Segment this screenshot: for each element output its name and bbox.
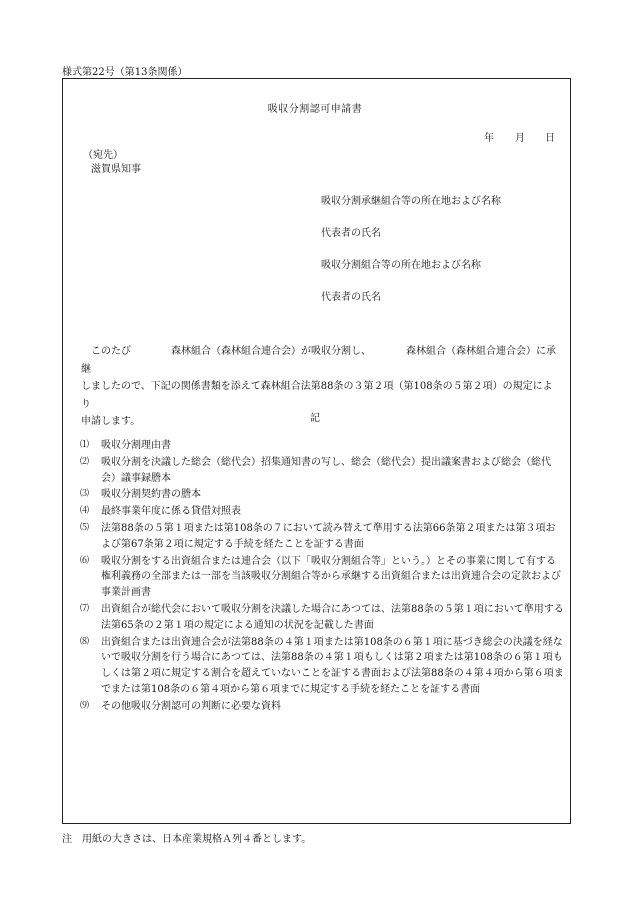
item-number: ⑷ xyxy=(80,506,90,517)
body-line-2: しましたので、下記の関係書類を添えて森林組合法第88条の３第２項（第108条の５第２項）の規定により xyxy=(81,381,553,410)
attachments-list xyxy=(80,438,565,716)
item-number: ⑼ xyxy=(80,700,90,711)
item-text: 吸収分割契約書の謄本 xyxy=(101,489,201,501)
list-item xyxy=(80,504,565,520)
addressee-label: （宛先） xyxy=(83,150,123,161)
list-item xyxy=(80,521,565,553)
item-number: ⑺ xyxy=(80,603,90,614)
list-item xyxy=(80,487,565,503)
successor-address-label: 吸収分割承継組合等の所在地および名称 xyxy=(321,196,501,207)
list-item xyxy=(80,602,565,634)
splitting-address-label: 吸収分割組合等の所在地および名称 xyxy=(321,260,481,271)
item-text: 吸収分割を決議した総会（総代会）招集通知書の写し、総会（総代会）提出議案書および総会（総代会）議事録謄本 xyxy=(101,456,551,484)
date-day: 日 xyxy=(545,133,555,144)
item-text: 吸収分割をする出資組合または連合会（以下「吸収分割組合等」という。）とその事業に関して有する権利義務の全部または一部を当該吸収分割組合等から承継する出資組合または出資連合会の定款および事業計画書 xyxy=(101,555,561,599)
document-title: 吸収分割認可申請書 xyxy=(267,104,363,115)
body-line-3: 申請します。 xyxy=(81,416,141,427)
item-text: 出資組合または出資連合会が法第88条の４第１項または第108条の６第１項に基づき総会の決議を経ないで吸収分割を行う場合にあつては、法第88条の４第１項もしくは第２項または第108条の６第１項もしくは第２項に規定する割合を超えていないことを証する書面および法第88条の４第４項から第６項までまたは第108条の６第４項から第６項までに規定する手続を経たことを証する書面 xyxy=(101,636,564,695)
form-number: 様式第22号（第13条関係） xyxy=(62,67,188,78)
item-number: ⑹ xyxy=(80,555,90,566)
item-number: ⑸ xyxy=(80,522,90,533)
item-number: ⑻ xyxy=(80,636,90,647)
item-text: 出資組合が総代会において吸収分割を決議した場合にあつては、法第88条の５第１項において準用する法第65条の２第１項の規定による通知の状況を記載した書面 xyxy=(101,603,564,631)
body-line-1: このたび 森林組合（森林組合連合会）が吸収分割し、 森林組合（森林組合連合会）に承継 xyxy=(81,346,556,375)
item-number: ⑶ xyxy=(80,489,90,500)
addressee-name: 滋賀県知事 xyxy=(91,164,141,175)
item-number: ⑴ xyxy=(80,440,90,450)
splitting-representative-label: 代表者の氏名 xyxy=(321,292,381,303)
list-item xyxy=(80,455,565,487)
date-year: 年 xyxy=(484,133,494,144)
item-text: その他吸収分割認可の判断に必要な資料 xyxy=(101,700,281,712)
item-text: 法第88条の５第１項または第108条の７において読み替えて準用する法第66条第２項または第３項および第67条第２項に規定する手続を経たことを証する書面 xyxy=(101,522,556,550)
ki-heading: 記 xyxy=(310,413,320,424)
paper-size-note: 注 用紙の大きさは、日本産業規格Ａ列４番とします。 xyxy=(62,834,312,845)
item-number: ⑵ xyxy=(80,456,90,467)
list-item xyxy=(80,554,565,601)
date-month: 月 xyxy=(515,133,525,144)
item-text: 最終事業年度に係る貸借対照表 xyxy=(101,506,241,518)
item-text: 吸収分割理由書 xyxy=(101,440,171,451)
list-item xyxy=(80,635,565,698)
list-item xyxy=(80,438,565,454)
list-item xyxy=(80,699,565,715)
successor-representative-label: 代表者の氏名 xyxy=(321,228,381,239)
